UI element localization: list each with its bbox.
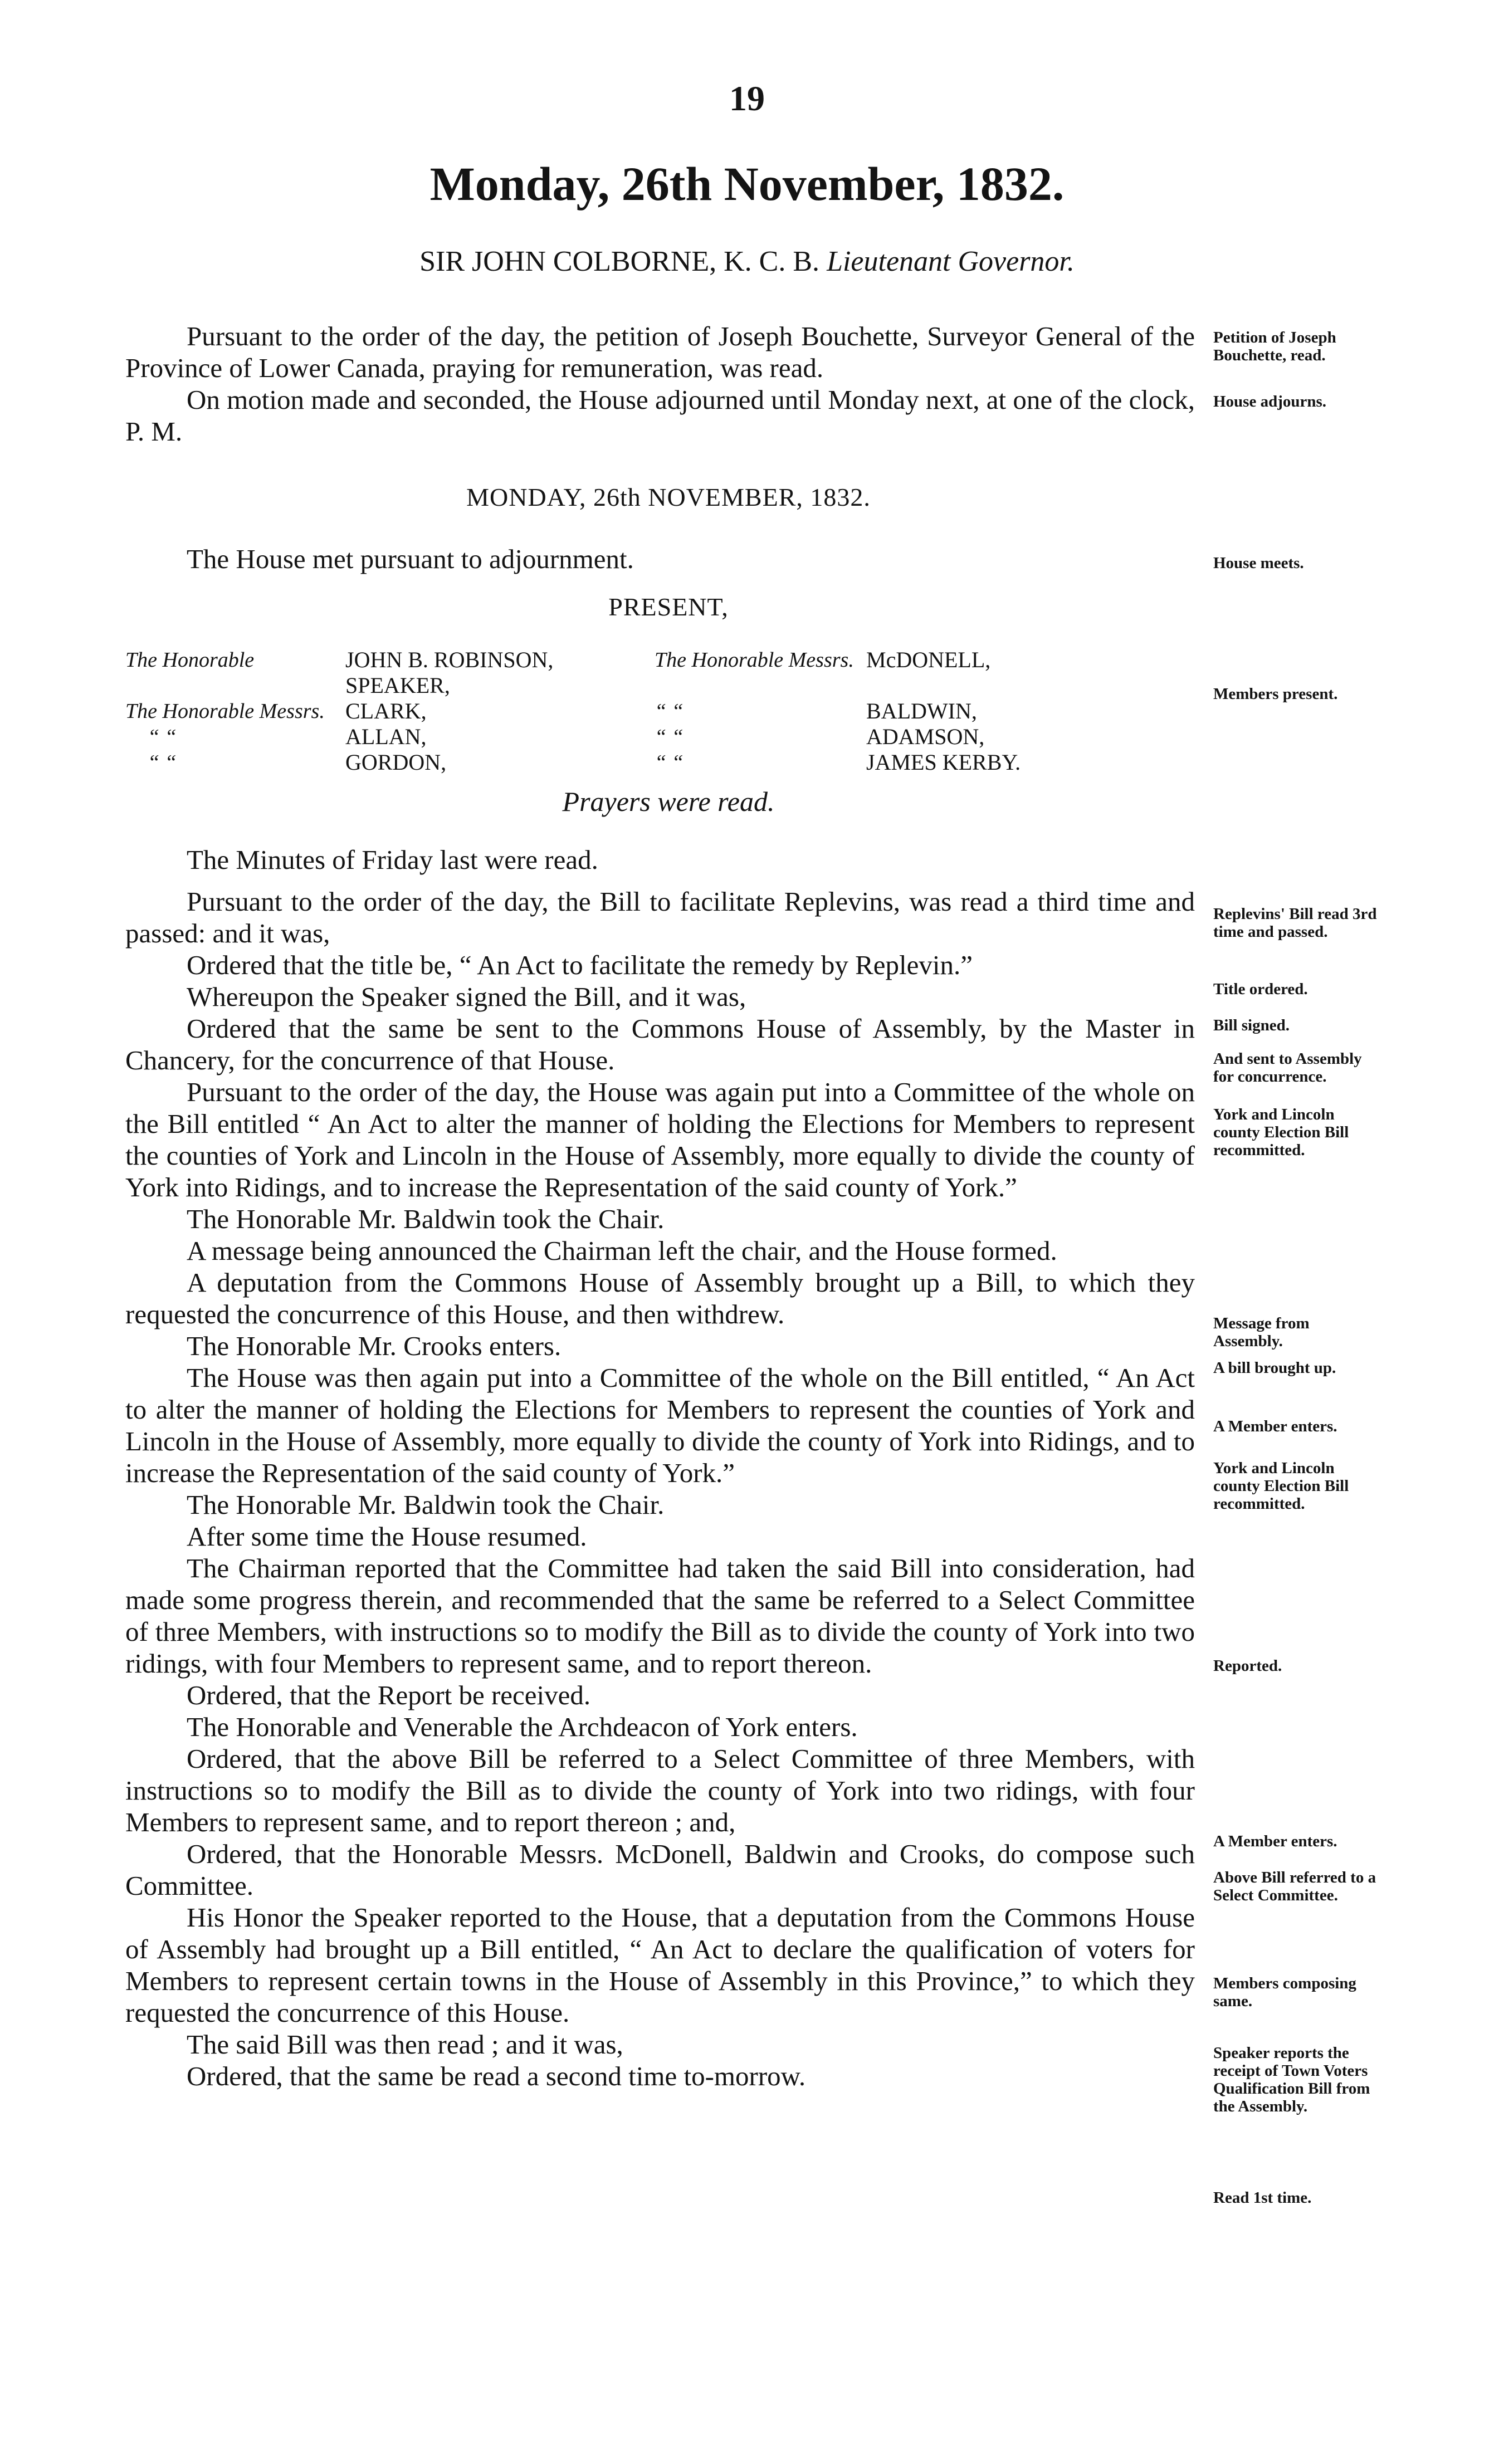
- margin-note: A Member enters.: [1213, 1832, 1337, 1850]
- margin-note: A Member enters.: [1213, 1417, 1337, 1435]
- paragraph: The House was then again put into a Committee of the whole on the Bill entitled, “ An Act to alter the manner of holding the Elections for Members to represent the counties of York and Lincoln in the House of Assembly, more equally to divide the county of York into Ridings, and to increase the Representation of the said county of York.”: [125, 1362, 1195, 1488]
- paragraph: Pursuant to the order of the day, the Bill to facilitate Replevins, was read a third time and passed: and it was,: [125, 886, 1195, 949]
- paragraph: Ordered, that the same be read a second time to-morrow.: [187, 2061, 806, 2091]
- members-list: [125, 647, 1184, 775]
- member-name: JOHN B. ROBINSON, SPEAKER,: [345, 647, 554, 698]
- member-name: McDONELL,: [866, 647, 991, 672]
- house-met: The House met pursuant to adjournment.: [187, 544, 634, 574]
- margin-note: Reported.: [1213, 1657, 1282, 1675]
- margin-note: York and Lincoln county Election Bill recommitted.: [1213, 1106, 1349, 1159]
- page-number: 19: [729, 79, 765, 118]
- member-row: [125, 750, 1184, 775]
- paragraph: Whereupon the Speaker signed the Bill, and it was,: [187, 981, 746, 1012]
- paragraph: After some time the House resumed.: [187, 1521, 587, 1552]
- paragraph: Ordered that the same be sent to the Commons House of Assembly, by the Master in Chancery, for the concurrence of that House.: [125, 1013, 1195, 1075]
- governor-line: [0, 245, 1494, 278]
- member-prefix: The Honorable Messrs.: [655, 648, 854, 672]
- member-name: CLARK,: [345, 698, 427, 723]
- paragraph: Ordered, that the Report be received.: [187, 1680, 591, 1710]
- paragraph: Ordered that the title be, “ An Act to facilitate the remedy by Replevin.”: [187, 950, 973, 980]
- margin-note: House meets.: [1213, 554, 1304, 572]
- paragraph: Ordered, that the above Bill be referred to a Select Committee of three Members, with instructions so to modify the Bill as to divide the county of York into two ridings, with four Members to represent same, and to report thereon ; and,: [125, 1743, 1195, 1837]
- paragraph: The Honorable Mr. Baldwin took the Chair.: [187, 1204, 665, 1234]
- governor-title: Lieutenant Governor.: [827, 246, 1075, 277]
- member-prefix: “ “: [655, 700, 683, 723]
- margin-note: Speaker reports the receipt of Town Voters Qualification Bill from the Assembly.: [1213, 2044, 1370, 2115]
- paragraph: A message being announced the Chairman left the chair, and the House formed.: [187, 1235, 1057, 1266]
- entry-adjourn: On motion made and seconded, the House adjourned until Monday next, at one of the clock, P. M.: [125, 384, 1195, 447]
- margin-note: Petition of Joseph Bouchette, read.: [1213, 329, 1336, 364]
- paragraph: The said Bill was then read ; and it was,: [187, 2029, 623, 2060]
- member-name: JAMES KERBY.: [866, 750, 1021, 775]
- member-prefix: “ “: [148, 725, 177, 749]
- paragraph: The Chairman reported that the Committee had taken the said Bill into consideration, had made some progress therein, and recommended that the same be referred to a Select Committee of three Members, with instructions so to modify the Bill as to divide the county of York into two ridings, with four Members to represent same, and to report thereon.: [125, 1553, 1195, 1679]
- margin-note: Read 1st time.: [1213, 2189, 1312, 2207]
- member-name: ALLAN,: [345, 724, 427, 749]
- member-row: [125, 724, 1184, 750]
- sub-date-heading: MONDAY, 26th NOVEMBER, 1832.: [466, 483, 871, 511]
- governor-name: SIR JOHN COLBORNE, K. C. B.: [419, 246, 820, 277]
- member-name: GORDON,: [345, 750, 447, 775]
- margin-note: Members composing same.: [1213, 1974, 1356, 2010]
- paragraph: The Minutes of Friday last were read.: [187, 844, 598, 875]
- date-heading: Monday, 26th November, 1832.: [429, 157, 1065, 211]
- paragraph: The Honorable Mr. Crooks enters.: [187, 1331, 562, 1361]
- margin-note: A bill brought up.: [1213, 1359, 1336, 1377]
- paragraph: A deputation from the Commons House of Assembly brought up a Bill, to which they requested the concurrence of this House, and then withdrew.: [125, 1267, 1195, 1329]
- margin-note: Replevins' Bill read 3rd time and passed.: [1213, 905, 1377, 941]
- paragraph: Pursuant to the order of the day, the House was again put into a Committee of the whole on the Bill entitled “ An Act to alter the manner of holding the Elections for Members to represent the counties of York and Lincoln in the House of Assembly, more equally to divide the county of York into Ridings, and to increase the Representation of the said county of York.”: [125, 1077, 1195, 1202]
- margin-note: And sent to Assembly for concurrence.: [1213, 1050, 1362, 1086]
- margin-note: Message from Assembly.: [1213, 1314, 1310, 1350]
- house-met-block: [125, 543, 1195, 575]
- first-entries: [125, 320, 1195, 447]
- margin-note: Title ordered.: [1213, 980, 1308, 998]
- paragraph: His Honor the Speaker reported to the House, that a deputation from the Commons House of Assembly had brought up a Bill entitled, “ An Act to declare the qualification of voters for Members to represent certain towns in the House of Assembly in this Province,” to which they requested the concurrence of this House.: [125, 1902, 1195, 2028]
- member-prefix: “ “: [148, 751, 177, 774]
- present-heading: PRESENT,: [608, 593, 729, 621]
- main-entries: [125, 844, 1195, 2092]
- member-row: [125, 647, 1184, 698]
- paragraph: Ordered, that the Honorable Messrs. McDonell, Baldwin and Crooks, do compose such Committee.: [125, 1839, 1195, 1901]
- margin-note: Above Bill referred to a Select Committee.: [1213, 1869, 1376, 1904]
- margin-note: Members present.: [1213, 685, 1338, 703]
- member-prefix: “ “: [655, 751, 683, 774]
- paragraph: The Honorable and Venerable the Archdeacon of York enters.: [187, 1712, 858, 1742]
- member-prefix: The Honorable: [125, 648, 255, 672]
- prayers-line: Prayers were read.: [562, 786, 775, 817]
- entry-petition: Pursuant to the order of the day, the petition of Joseph Bouchette, Surveyor General of the Province of Lower Canada, praying for remuneration, was read.: [125, 321, 1195, 383]
- margin-note: Bill signed.: [1213, 1016, 1290, 1034]
- member-name: ADAMSON,: [866, 724, 985, 749]
- member-prefix: The Honorable Messrs.: [125, 700, 325, 723]
- member-row: [125, 698, 1184, 724]
- member-prefix: “ “: [655, 725, 683, 749]
- paragraph: The Honorable Mr. Baldwin took the Chair.: [187, 1489, 665, 1520]
- margin-note: York and Lincoln county Election Bill recommitted.: [1213, 1459, 1349, 1513]
- margin-note: House adjourns.: [1213, 393, 1327, 410]
- member-name: BALDWIN,: [866, 698, 977, 723]
